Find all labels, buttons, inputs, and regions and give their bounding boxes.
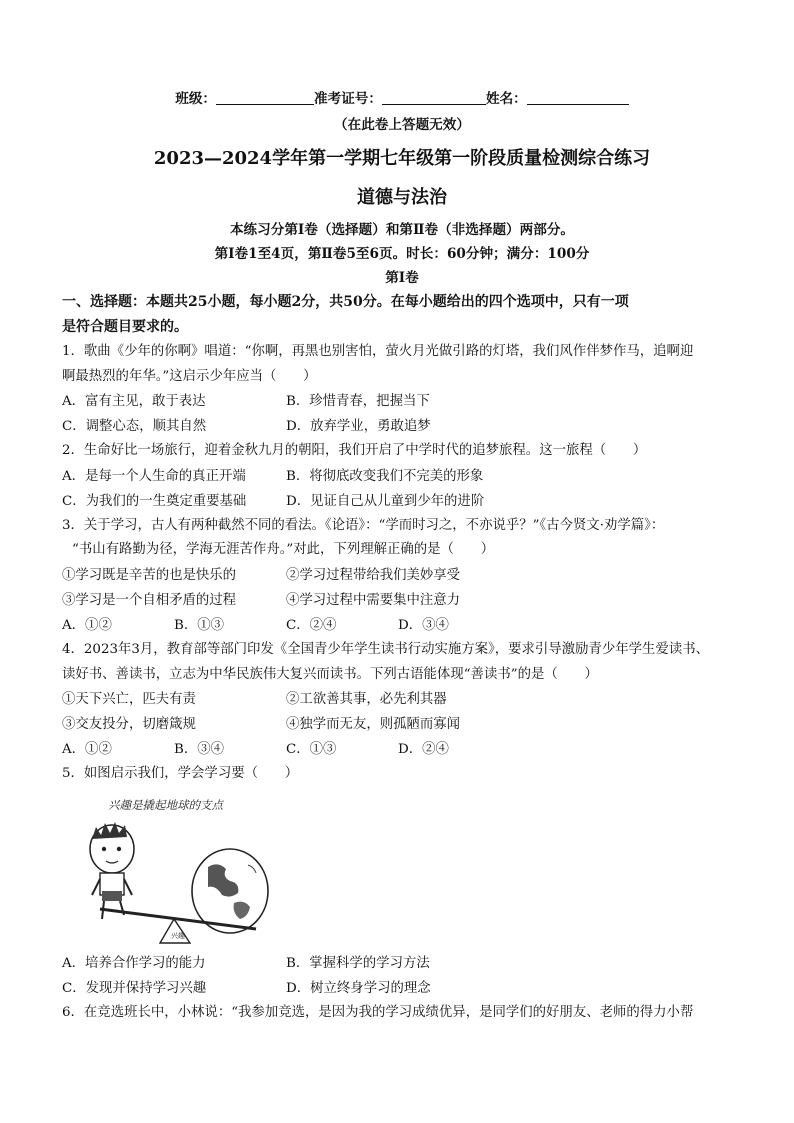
boy-illustration — [90, 822, 134, 919]
q4-stem-line-1: 4．2023年3月，教育部等部门印发《全国青少年学生读书行动实施方案》，要求引导激励青少年学生爱读书、 — [62, 641, 709, 657]
q1-stem-line-2: 啊最热烈的年华。”这启示少年应当（ ） — [62, 368, 317, 384]
q4-statement-4: ④独学而无友，则孤陋而寡闻 — [286, 717, 461, 733]
part-title: 第Ⅰ卷 — [385, 270, 419, 286]
q4-stem-line-2: 读好书、善读书，立志为中华民族伟大复兴而读书。下列古语能体现“善读书”的是（ ） — [62, 666, 598, 682]
class-field[interactable] — [216, 90, 314, 105]
section-heading-line-1: 一、选择题：本题共25小题，每小题2分，共50分。在每小题给出的四个选项中，只有一项 — [62, 294, 629, 310]
name-field[interactable] — [527, 90, 629, 105]
q3-statement-1: ①学习既是辛苦的也是快乐的 — [62, 567, 237, 583]
lever-cartoon — [80, 791, 280, 949]
figure-caption: 兴趣是撬起地球的支点 — [108, 797, 223, 812]
q3-option-c[interactable]: C．②④ — [286, 617, 337, 633]
info-line-1: 本练习分第Ⅰ卷（选择题）和第Ⅱ卷（非选择题）两部分。 — [229, 222, 575, 238]
q6-stem-line-1: 6．在竞选班长中，小林说：“我参加竞选，是因为我的学习成绩优异，是同学们的好朋友、老师的得力小帮 — [62, 1004, 694, 1020]
q3-stem-line-2: “书山有路勤为径，学海无涯苦作舟。”对此，下列理解正确的是（ ） — [72, 542, 495, 558]
q3-option-b[interactable]: B．①③ — [174, 617, 225, 633]
class-label: 班级： — [175, 91, 217, 107]
exam-number-field[interactable] — [382, 90, 486, 105]
fulcrum-label: 兴趣 — [171, 931, 185, 940]
globe-icon — [192, 849, 268, 933]
q3-statement-2: ②学习过程带给我们美妙享受 — [286, 567, 461, 583]
q4-statement-3: ③交友投分，切磨箴规 — [62, 717, 196, 733]
q4-option-d[interactable]: D．②④ — [398, 742, 449, 758]
notice: （在此卷上答题无效） — [334, 117, 470, 133]
exam-title: 2023—2024学年第一学期七年级第一阶段质量检测综合练习 — [153, 148, 651, 169]
q1-stem-line-1: 1．歌曲《少年的你啊》唱道：“你啊，再黑也别害怕，萤火月光做引路的灯塔，我们风作伴梦作马，追啊迎 — [62, 344, 694, 359]
q1-option-c[interactable]: C．调整心态，顺其自然 — [62, 419, 207, 435]
q5-option-d[interactable]: D．树立终身学习的理念 — [286, 980, 431, 996]
q3-statement-4: ④学习过程中需要集中注意力 — [286, 592, 461, 608]
q4-statement-2: ②工欲善其事，必先利其器 — [286, 692, 447, 708]
q2-option-d[interactable]: D．见证自己从儿童到少年的进阶 — [286, 493, 485, 509]
q1-option-a[interactable]: A．富有主见，敢于表达 — [62, 394, 206, 410]
fulcrum-icon — [160, 919, 190, 943]
subject-title: 道德与法治 — [357, 187, 447, 208]
q2-option-b[interactable]: B．将彻底改变我们不完美的形象 — [286, 468, 484, 484]
q3-statement-3: ③学习是一个自相矛盾的过程 — [62, 592, 237, 608]
q5-stem-line-1: 5．如图启示我们，学会学习要（ ） — [62, 766, 299, 782]
name-label: 姓名： — [485, 91, 527, 107]
q3-stem-line-1: 3．关于学习，古人有两种截然不同的看法。《论语》：“学而时习之，不亦说乎？”《古今贤文·劝学篇》： — [62, 517, 665, 533]
q4-option-a[interactable]: A．①② — [62, 742, 112, 758]
student-info-row — [62, 86, 742, 112]
q3-option-d[interactable]: D．③④ — [398, 617, 449, 633]
q5-option-c[interactable]: C．发现并保持学习兴趣 — [62, 980, 207, 996]
q4-option-b[interactable]: B．③④ — [174, 742, 225, 758]
q2-option-c[interactable]: C．为我们的一生奠定重要基础 — [62, 493, 247, 509]
q5-option-a[interactable]: A．培养合作学习的能力 — [62, 955, 206, 971]
section-heading-line-2: 是符合题目要求的。 — [62, 319, 188, 335]
q2-option-a[interactable]: A．是每一个人生命的真正开端 — [62, 468, 246, 484]
q4-option-c[interactable]: C．①③ — [286, 742, 337, 758]
q3-option-a[interactable]: A．①② — [62, 617, 112, 633]
q4-statement-1: ①天下兴亡，匹夫有责 — [62, 692, 196, 708]
q5-option-b[interactable]: B．掌握科学的学习方法 — [286, 955, 430, 971]
exam-page — [62, 86, 742, 1025]
q1-option-d[interactable]: D．放弃学业，勇敢追梦 — [286, 419, 431, 435]
q1-option-b[interactable]: B．珍惜青春，把握当下 — [286, 394, 430, 410]
info-line-2: 第Ⅰ卷1至4页，第Ⅱ卷5至6页。时长：60分钟；满分：100分 — [214, 246, 590, 262]
q2-stem-line-1: 2．生命好比一场旅行，迎着金秋九月的朝阳，我们开启了中学时代的追梦旅程。这一旅程（ ） — [62, 443, 647, 459]
cartoon-figure — [80, 791, 280, 949]
exam-number-label: 准考证号： — [314, 91, 382, 107]
